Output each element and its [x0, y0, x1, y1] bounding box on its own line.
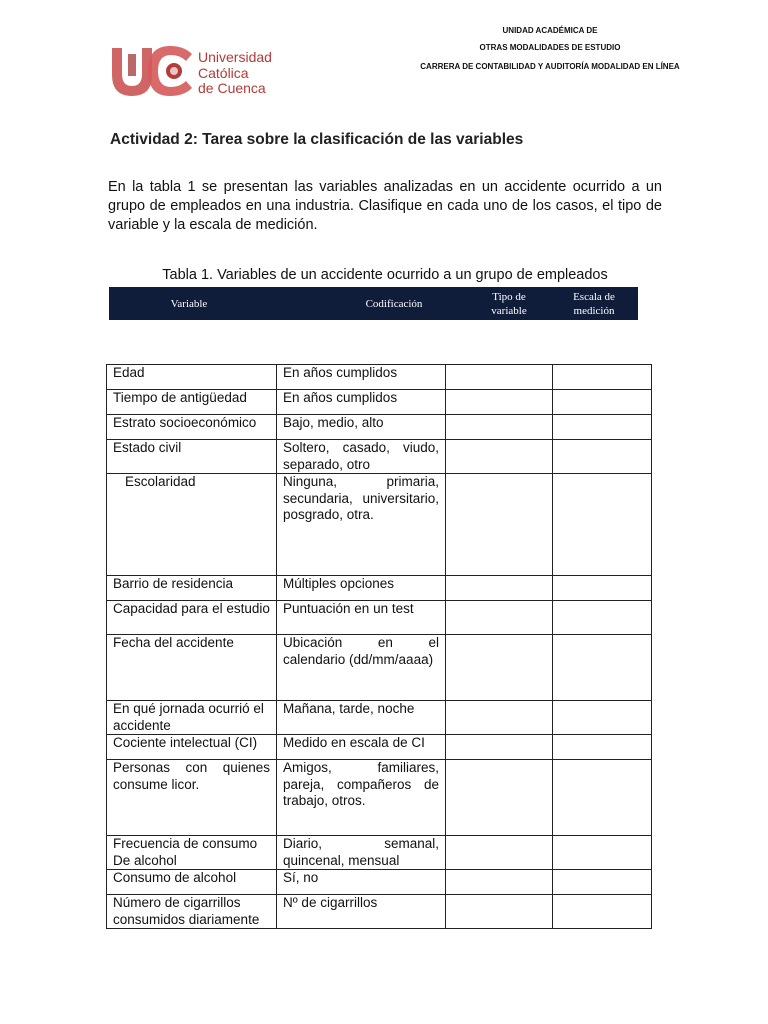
cell-variable: Barrio de residencia	[107, 576, 277, 601]
header-career: CARRERA DE CONTABILIDAD Y AUDITORÍA MODALIDAD EN LÍNEA	[420, 62, 680, 71]
table-row	[107, 390, 652, 415]
table-row	[107, 365, 652, 390]
cell-codificacion: Amigos, familiares, pareja, compañeros de trabajo, otros.	[277, 760, 446, 836]
table-row	[107, 895, 652, 929]
table-caption: Tabla 1. Variables de un accidente ocurrido a un grupo de empleados	[162, 267, 608, 283]
cell-escala-empty[interactable]	[553, 576, 652, 601]
table-row	[107, 760, 652, 836]
cell-tipo-empty[interactable]	[446, 365, 553, 390]
cell-codificacion: Nº de cigarrillos	[277, 895, 446, 929]
activity-title: Actividad 2: Tarea sobre la clasificación de las variables	[110, 131, 524, 148]
cell-variable: Consumo de alcohol	[107, 870, 277, 895]
intro-paragraph: En la tabla 1 se presentan las variables analizadas en un accidente ocurrido a un grupo de empleados en una industria. Clasifique en cada uno de los casos, el tipo de variable y la escala de medición.	[108, 179, 662, 233]
cell-variable: Frecuencia de consumo De alcohol	[107, 836, 277, 870]
table-row	[107, 576, 652, 601]
logo-text-line2: Católica	[198, 65, 249, 81]
table-row	[107, 701, 652, 735]
cell-escala-empty[interactable]	[553, 870, 652, 895]
cell-escala-empty[interactable]	[553, 601, 652, 635]
cell-variable: Personas con quienes consume licor.	[107, 760, 277, 836]
cell-variable: Escolaridad	[107, 474, 277, 576]
table-row	[107, 870, 652, 895]
header-variable: Variable	[170, 298, 208, 310]
cell-tipo-empty[interactable]	[446, 601, 553, 635]
cell-codificacion: Ubicación en el calendario (dd/mm/aaaa)	[277, 635, 446, 701]
cell-escala-empty[interactable]	[553, 440, 652, 474]
cell-tipo-empty[interactable]	[446, 635, 553, 701]
table-row	[107, 836, 652, 870]
cell-escala-empty[interactable]	[553, 735, 652, 760]
cell-tipo-empty[interactable]	[446, 836, 553, 870]
cell-tipo-empty[interactable]	[446, 440, 553, 474]
cell-escala-empty[interactable]	[553, 390, 652, 415]
logo-text-line3: de Cuenca	[198, 80, 266, 96]
cell-variable: En qué jornada ocurrió el accidente	[107, 701, 277, 735]
cell-codificacion: Sí, no	[277, 870, 446, 895]
table-row	[107, 474, 652, 576]
header-tipo-line2: variable	[491, 305, 527, 317]
header-modalities: OTRAS MODALIDADES DE ESTUDIO	[479, 43, 621, 52]
cell-variable: Edad	[107, 365, 277, 390]
table-row	[107, 415, 652, 440]
variables-table	[106, 364, 652, 929]
cell-tipo-empty[interactable]	[446, 895, 553, 929]
table-header-bar	[109, 287, 638, 320]
cell-escala-empty[interactable]	[553, 836, 652, 870]
table-row	[107, 440, 652, 474]
cell-codificacion: Diario, semanal, quincenal, mensual	[277, 836, 446, 870]
table-row	[107, 735, 652, 760]
cell-codificacion: Puntuación en un test	[277, 601, 446, 635]
header-tipo	[474, 290, 544, 318]
cell-codificacion: Ninguna, primaria, secundaria, universitario, posgrado, otra.	[277, 474, 446, 576]
header-escala	[554, 290, 634, 318]
header-escala-line2: medición	[573, 305, 615, 317]
cell-variable: Fecha del accidente	[107, 635, 277, 701]
cell-escala-empty[interactable]	[553, 895, 652, 929]
cell-escala-empty[interactable]	[553, 474, 652, 576]
cell-tipo-empty[interactable]	[446, 576, 553, 601]
cell-variable: Capacidad para el estudio	[107, 601, 277, 635]
cell-codificacion: Medido en escala de CI	[277, 735, 446, 760]
cell-escala-empty[interactable]	[553, 760, 652, 836]
cell-variable: Estado civil	[107, 440, 277, 474]
cell-variable: Número de cigarrillos consumidos diariamente	[107, 895, 277, 929]
cell-escala-empty[interactable]	[553, 365, 652, 390]
cell-tipo-empty[interactable]	[446, 870, 553, 895]
cell-escala-empty[interactable]	[553, 701, 652, 735]
cell-tipo-empty[interactable]	[446, 760, 553, 836]
cell-escala-empty[interactable]	[553, 415, 652, 440]
cell-tipo-empty[interactable]	[446, 415, 553, 440]
cell-variable: Tiempo de antigüedad	[107, 390, 277, 415]
cell-codificacion: Soltero, casado, viudo, separado, otro	[277, 440, 446, 474]
table-row	[107, 635, 652, 701]
cell-codificacion: En años cumplidos	[277, 365, 446, 390]
university-logo	[108, 44, 194, 98]
cell-codificacion: Bajo, medio, alto	[277, 415, 446, 440]
cell-tipo-empty[interactable]	[446, 390, 553, 415]
logo-text-line1: Universidad	[198, 49, 272, 65]
university-logo-icon	[108, 44, 194, 98]
header-tipo-line1: Tipo de	[492, 291, 526, 303]
header-escala-line1: Escala de	[573, 291, 615, 303]
header-unit: UNIDAD ACADÉMICA DE	[502, 26, 598, 35]
cell-escala-empty[interactable]	[553, 635, 652, 701]
cell-tipo-empty[interactable]	[446, 474, 553, 576]
cell-codificacion: Mañana, tarde, noche	[277, 701, 446, 735]
cell-codificacion: En años cumplidos	[277, 390, 446, 415]
header-codificacion: Codificación	[365, 298, 423, 310]
cell-tipo-empty[interactable]	[446, 735, 553, 760]
cell-codificacion: Múltiples opciones	[277, 576, 446, 601]
table-row	[107, 601, 652, 635]
cell-variable: Cociente intelectual (CI)	[107, 735, 277, 760]
cell-variable: Estrato socioeconómico	[107, 415, 277, 440]
cell-tipo-empty[interactable]	[446, 701, 553, 735]
